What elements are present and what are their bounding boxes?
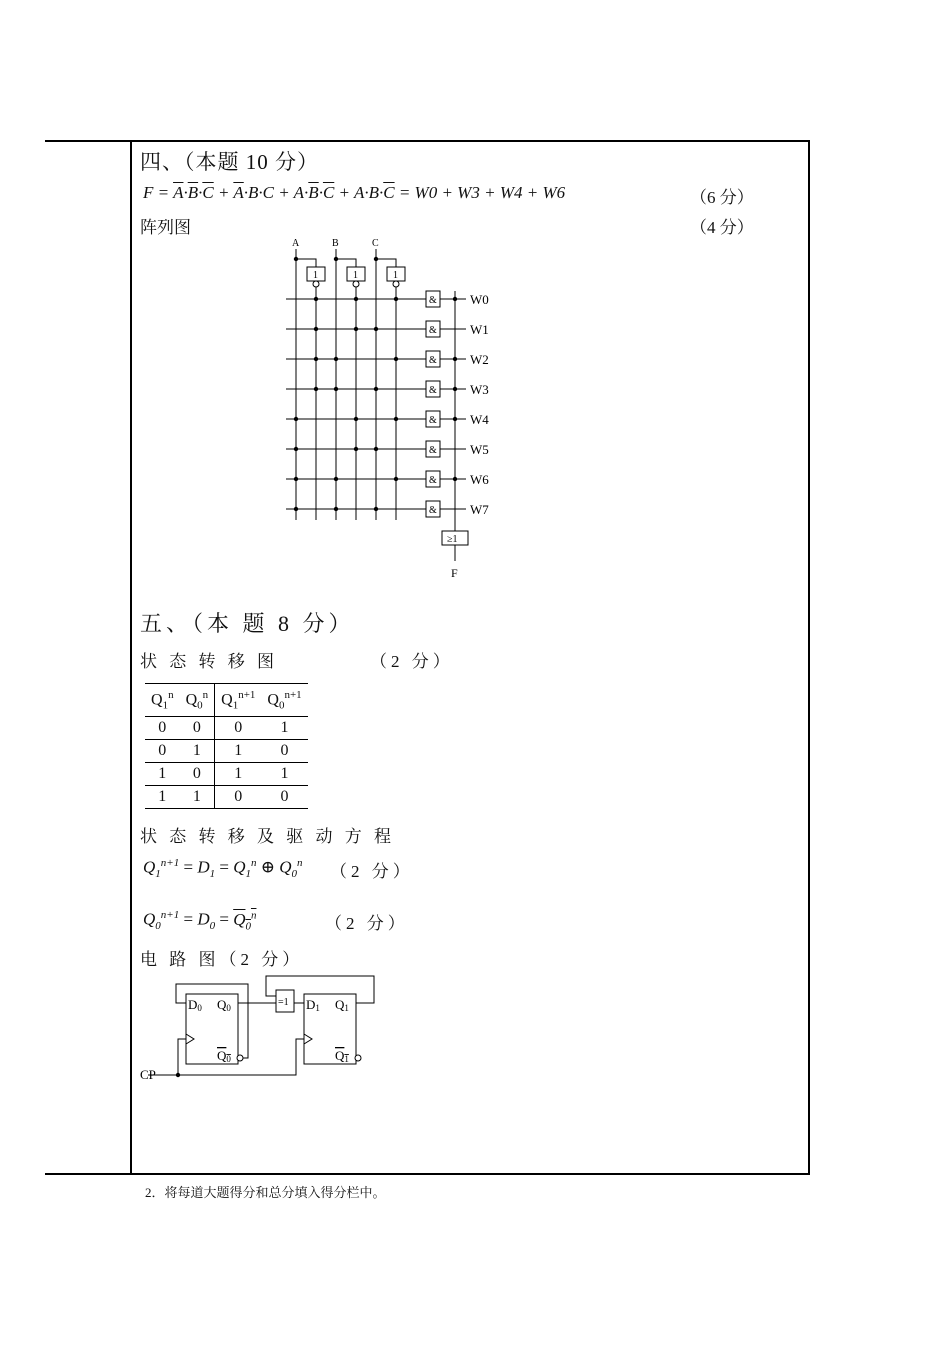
table-cell: 0	[180, 717, 215, 740]
not-gate-label: 1	[313, 270, 318, 281]
eq-lhs: F =	[143, 183, 170, 202]
section-4-equation: $F = \overline{A}\cdot\overline{B}\cdot\overline{C} + \overline{A}\cdot B\cdot C + A\cdot\overline{B}\cdot\overline{C} + A\cdot B\cdot\overline{C} = W0 + W3 + W4 + W6$	[143, 183, 566, 202]
eq-term: $\overline{C}$	[202, 183, 214, 202]
eq-term: $\overline{C}$	[383, 183, 395, 202]
ff1-q-label: Q1	[335, 997, 349, 1013]
circuit-label: 电 路 图（2 分）	[140, 950, 304, 969]
xor-label: =1	[278, 997, 289, 1008]
eq-term: $\overline{A}$	[233, 183, 244, 202]
eq-term: $\overline{A}$	[173, 183, 184, 202]
table-row	[145, 717, 308, 740]
not-gate-label: 1	[353, 270, 358, 281]
table-cell: 1	[215, 763, 262, 786]
output-w3-label: W3	[470, 382, 489, 397]
array-diagram-points: （4 分）	[690, 218, 754, 237]
pla-array-diagram	[280, 235, 520, 585]
table-row	[145, 786, 308, 809]
table-cell: 0	[261, 740, 307, 763]
eq-term: A	[353, 183, 365, 202]
and-gate-label: &	[429, 415, 437, 426]
input-c-label: C	[372, 238, 379, 249]
equation-q1: $Q_1^{n+1} = D_1 = Q_1^n$ ⊕ $Q_0^n$	[143, 857, 303, 881]
eq-term: B	[368, 183, 379, 202]
state-table-points: （2 分）	[370, 652, 454, 671]
col-q1n1: $Q_1^{n+1}$	[215, 684, 262, 717]
col-q0n1: $Q_0^{n+1}$	[261, 684, 307, 717]
output-w2-label: W2	[470, 352, 489, 367]
section-4-title: 四、（本题 10 分）	[140, 150, 319, 174]
table-cell: 0	[180, 763, 215, 786]
output-w5-label: W5	[470, 442, 489, 457]
output-w1-label: W1	[470, 322, 489, 337]
frame-right-border	[808, 140, 810, 1175]
col-q1n: $Q_1^n$	[145, 684, 180, 717]
table-cell: 1	[145, 786, 180, 809]
eq-term: $\overline{B}$	[308, 183, 319, 202]
equation-q1-points: （2 分）	[330, 862, 414, 881]
ff0-q-label: Q0	[217, 997, 231, 1013]
and-gate-label: &	[429, 445, 437, 456]
equation-points: （6 分）	[690, 188, 754, 207]
not-gate-label: 1	[393, 270, 398, 281]
state-table-label: 状 态 转 移 图	[140, 652, 278, 671]
table-cell: 0	[215, 717, 262, 740]
table-cell: 0	[261, 786, 307, 809]
counter-circuit-diagram	[138, 970, 388, 1085]
table-row	[145, 763, 308, 786]
section-5-title: 五、（本 题 8 分）	[140, 611, 355, 636]
table-cell: 1	[261, 717, 307, 740]
table-cell: 1	[180, 786, 215, 809]
table-header-row	[145, 684, 308, 717]
frame-top-line	[45, 140, 810, 142]
and-gate-label: &	[429, 355, 437, 366]
table-cell: 1	[261, 763, 307, 786]
eq-term: A	[293, 183, 305, 202]
eq-term: $\overline{C}$	[322, 183, 335, 202]
output-w6-label: W6	[470, 472, 489, 487]
and-gate-label: &	[429, 505, 437, 516]
ff0-qbar-label: Q0	[217, 1048, 231, 1064]
input-a-label: A	[292, 238, 300, 249]
frame-bottom-line	[45, 1173, 810, 1175]
eq-rhs: = W0 + W3 + W4 + W6	[398, 183, 566, 202]
table-cell: 0	[145, 740, 180, 763]
output-f-label: F	[451, 566, 458, 580]
output-w0-label: W0	[470, 292, 489, 307]
table-row	[145, 740, 308, 763]
ff1-qbar-label: Q1	[335, 1048, 349, 1064]
table-cell: 0	[215, 786, 262, 809]
table-cell: 1	[215, 740, 262, 763]
table-cell: 1	[145, 763, 180, 786]
footer-note: 2．将每道大题得分和总分填入得分栏中。	[145, 1185, 386, 1200]
eq-term: B	[248, 183, 259, 202]
clock-label: CP	[140, 1067, 156, 1082]
equation-q0-points: （2 分）	[325, 914, 409, 933]
and-gate-label: &	[429, 325, 437, 336]
ff0-d-label: D0	[188, 997, 202, 1013]
equations-label: 状 态 转 移 及 驱 动 方 程	[140, 827, 395, 846]
output-w7-label: W7	[470, 502, 489, 517]
col-q0n: $Q_0^n$	[180, 684, 215, 717]
eq-term: $\overline{B}$	[187, 183, 199, 202]
table-cell: 1	[180, 740, 215, 763]
and-gate-label: &	[429, 385, 437, 396]
and-gate-label: &	[429, 475, 437, 486]
input-b-label: B	[332, 238, 339, 249]
output-w4-label: W4	[470, 412, 489, 427]
or-gate-label: ≥1	[447, 534, 458, 545]
frame-left-divider	[130, 140, 132, 1175]
ff1-d-label: D1	[306, 997, 320, 1013]
array-diagram-label: 阵列图	[140, 218, 191, 237]
equation-q0: $Q_0^{n+1} = D_0 = Q_0^n$	[143, 909, 257, 933]
and-gate-label: &	[429, 295, 437, 306]
state-transition-table	[145, 683, 308, 809]
table-cell: 0	[145, 717, 180, 740]
eq-term: C	[262, 183, 274, 202]
